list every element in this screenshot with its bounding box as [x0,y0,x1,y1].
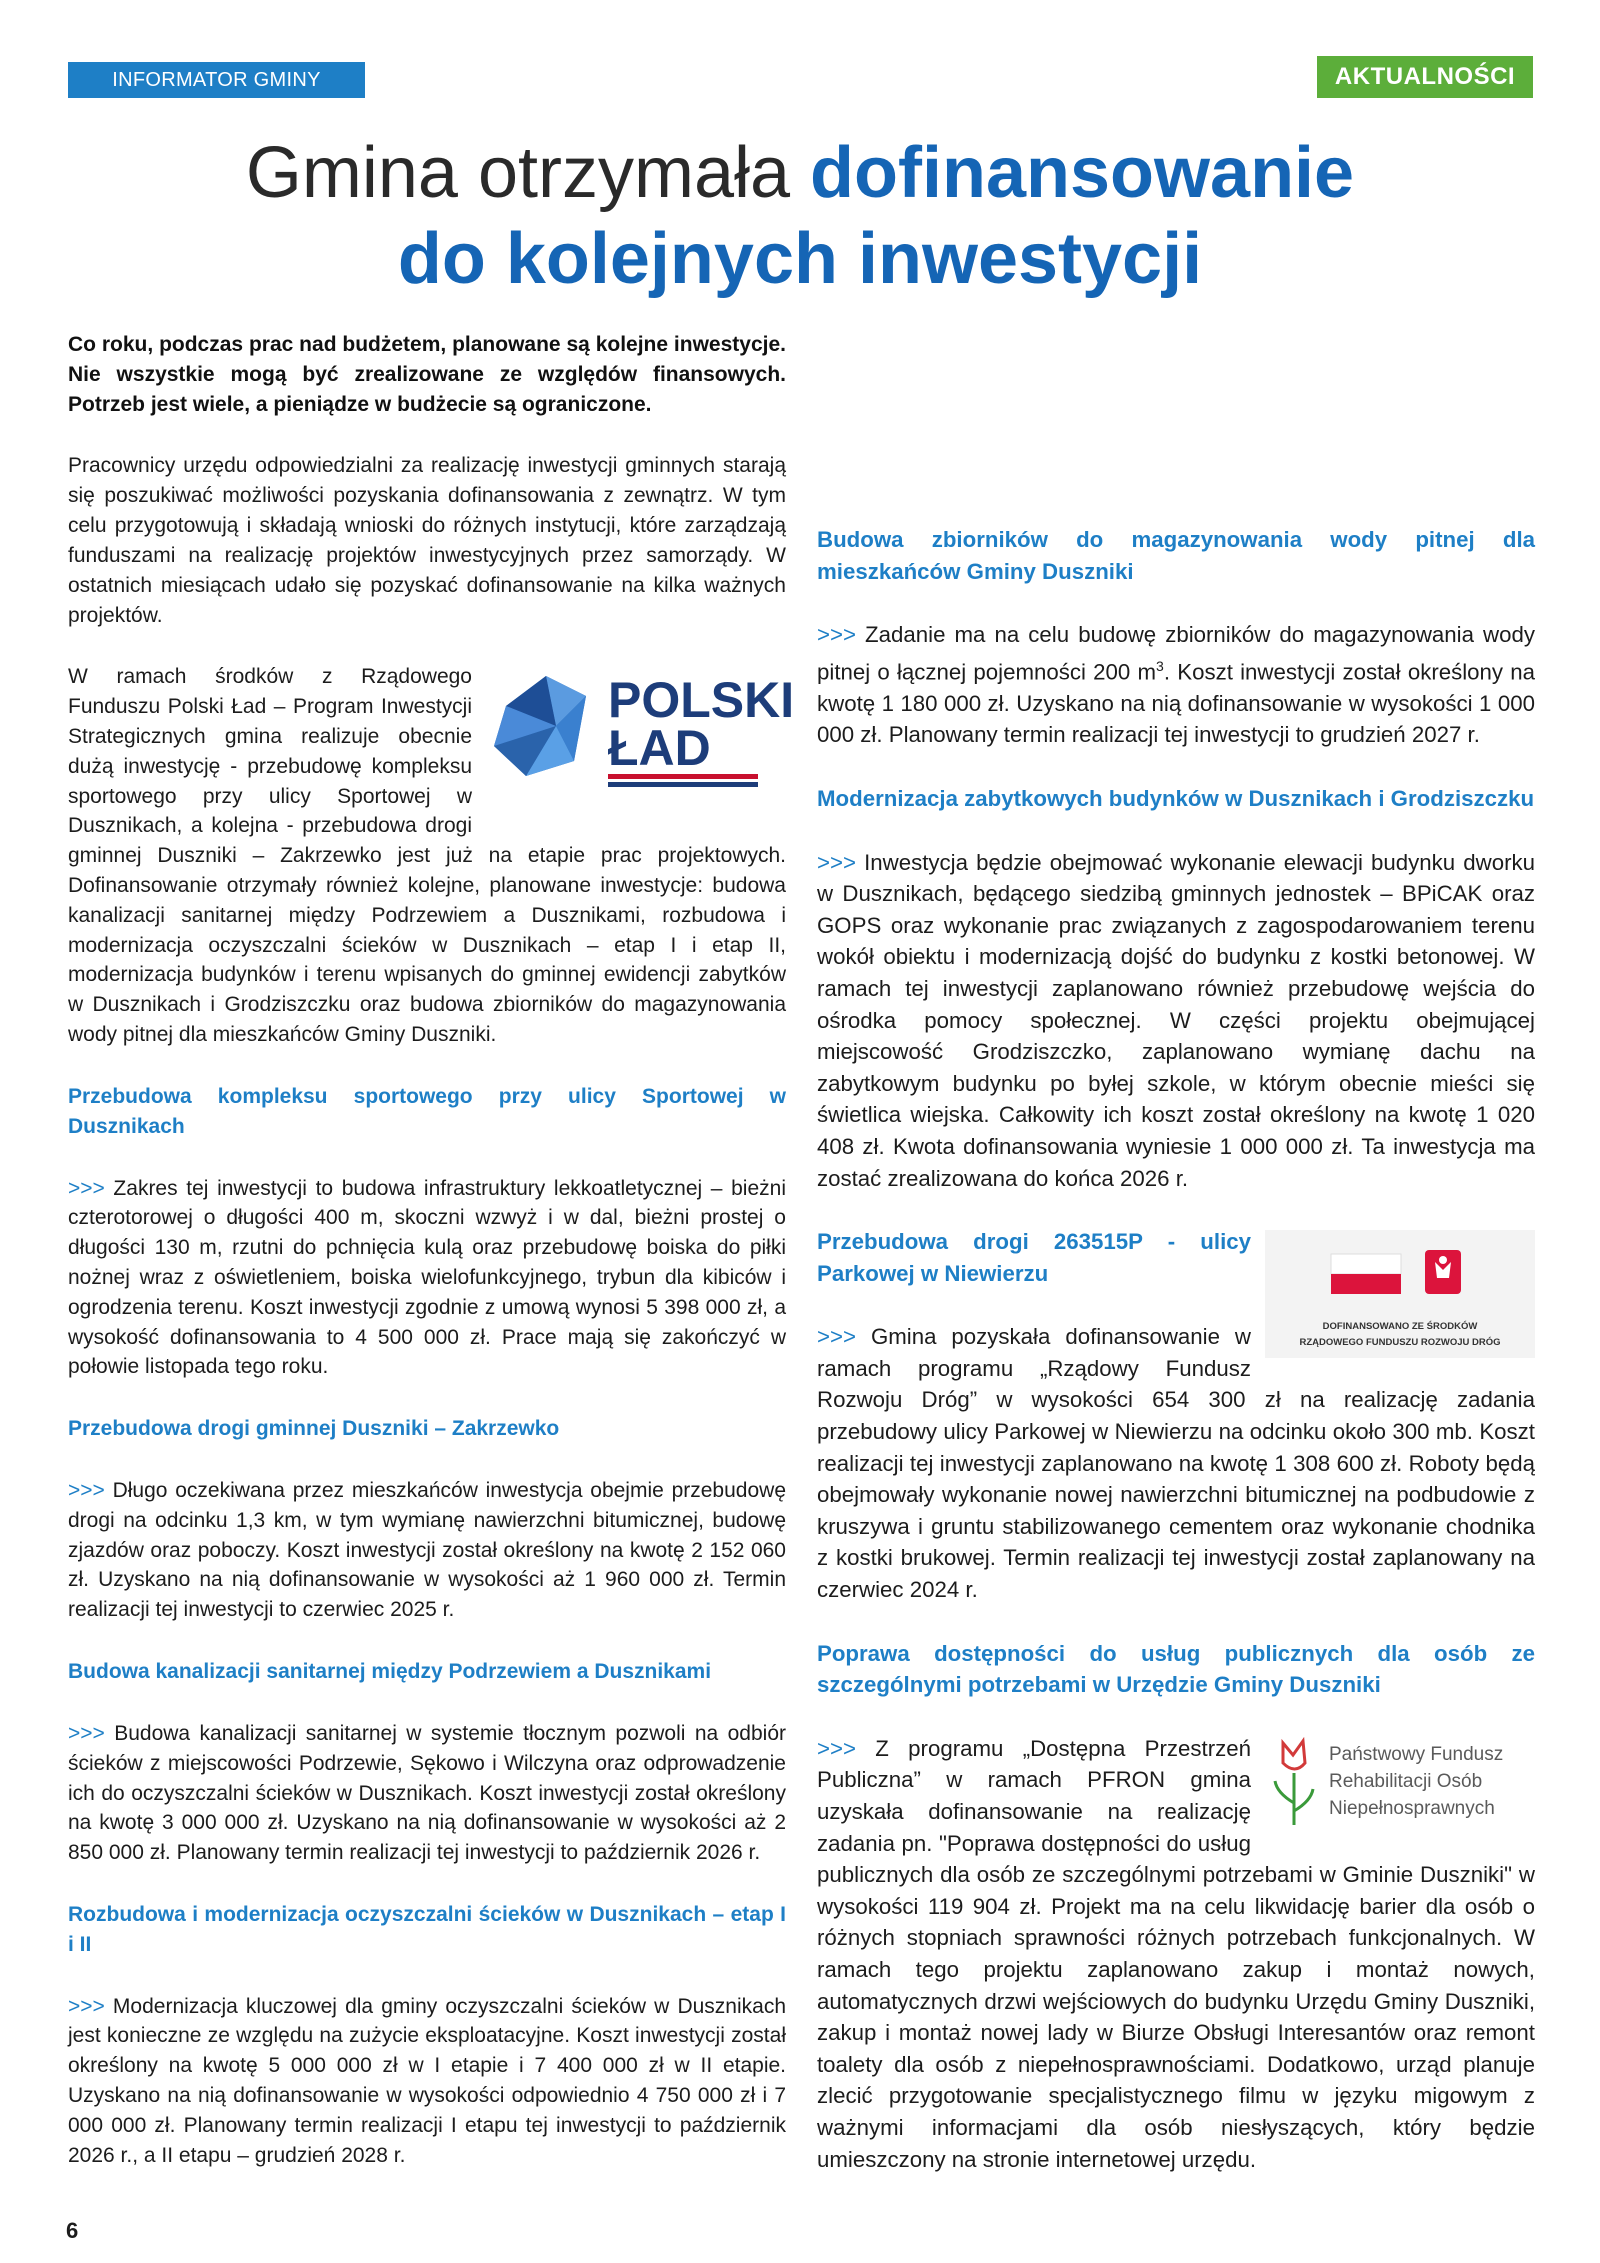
lead-paragraph: Co roku, podczas prac nad budżetem, planowane są kolejne inwestycje. Nie wszystkie mogą być zrealizowane ze względów finansowych. Potrzeb jest wiele, a pieniądze w budżecie są ograniczone. [68,333,786,416]
publication-tag: INFORMATOR GMINY DUSZNIKI [68,62,365,98]
arrows-icon: >>> [68,1176,105,1200]
section-title-treatment: Rozbudowa i modernizacja oczyszczalni ścieków w Dusznikach – etap I i II [68,1902,786,1956]
arrows-icon: >>> [68,1479,105,1502]
page-number: 6 [66,2218,79,2243]
section-body-tanks: >>> Zadanie ma na celu budowę zbiorników do magazynowania wody pitnej o łącznej pojemności 200 $m^3$. Koszt inwestycji został określony na kwotę 1 180 000 zł. Uzyskano na nią dofinansowanie w wysokości 1 000 000 zł. Planowany termin realizacji tej inwestycji to grudzień 2027 r. [817,622,1535,748]
polish-flag-emblem-icon [1265,1230,1535,1320]
section-title-sewer: Budowa kanalizacji sanitarnej między Podrzewiem a Dusznikami [68,1660,712,1684]
arrows-icon: >>> [817,849,856,875]
polski-lad-text: W ramach środków z Rządowego Funduszu Polski Ład – Program Inwestycji Strategicznych gmina realizuje obecnie dużą inwestycję - przebudowę kompleksu sportowego przy ulicy Sportowej w Dusznikach, a kolejna - przebudowa drogi gminnej Duszniki – Zakrzewko jest już na etapie prac projektowych. Dofinansowanie otrzymały również kolejne, planowane inwestycje: budowa kanalizacji sanitarnej między Podrzewiem a Dusznikami, rozbudowa i modernizacja oczyszczalni ścieków w Dusznikach – etap I i etap II, modernizacja budynków i terenu wpisanych do gminnej ewidencji zabytków w Dusznikach i Grodziszczku oraz budowa zbiorników do magazynowania wody pitnej dla mieszkańców Gminy Duszniki. [68,665,786,1047]
section-tag: AKTUALNOŚCI [1317,56,1533,98]
polski-lad-paragraph-wrap [68,662,795,1050]
section-title-road: Przebudowa drogi gminnej Duszniki – Zakrzewko [68,1417,560,1441]
section-body-sport: >>> Zakres tej inwestycji to budowa infrastruktury lekkoatletycznej – bieżni czterotorowej o długości 400 m, skoczni wzwyż i w dal, bieżni prostej o długości 130 m, rzutni do pchnięcia kulą oraz przebudowę boiska do piłki nożnej wraz z oświetleniem, boiska wielofunkcyjnego, trybun dla kibiców i ogrodzenia terenu. Koszt inwestycji zgodnie z umową wynosi 5 398 000 zł, a wysokość dofinansowania to 4 500 000 zł. Prace mają się zakończyć w połowie listopada tego roku. [68,1176,786,1379]
intro-paragraph: Pracownicy urzędu odpowiedzialni za realizację inwestycji gminnych starają się poszukiwać możliwości pozyskania dofinansowania z zewnątrz. W tym celu przygotowują i składają wnioski do różnych instytucji, które zarządzają funduszami na realizację projektów inwestycyjnych przez samorządy. W ostatnich miesiącach udało się pozyskać dofinansowanie na kilka ważnych projektów. [68,454,786,627]
section-body-heritage: >>> Inwestycja będzie obejmować wykonanie elewacji budynku dworku w Dusznikach, będącego siedzibą gminnych jednostek – BPiCAK oraz GOPS oraz wykonanie prac związanych z zagospodarowaniem terenu wokół obiektu i modernizacją dojść do budynku z kostki betonowej. W ramach tej inwestycji zaplanowano również przebudowę wejścia do ośrodka pomocy społecznej. W części projektu obejmującej miejscowość Grodziszczko, zaplanowano wymianę dachu na zabytkowym budynku po byłej szkole, w którym obecnie mieści się świetlica wiejska. Całkowity ich koszt został określony na kwotę 1 020 408 zł. Kwota dofinansowania wyniesie 1 000 000 zł. Ta inwestycja ma zostać zrealizowana do końca 2026 r. [817,849,1535,1191]
section-title-access: Poprawa dostępności do usług publicznych dla osób ze szczególnymi potrzebami w Urzędzie Gminy Duszniki [817,1640,1535,1698]
polski-lad-logo [486,666,795,826]
section-title-sport: Przebudowa kompleksu sportowego przy ulicy Sportowej w Dusznikach [68,1084,786,1138]
pfron-wordmark: Państwowy Fundusz Rehabilitacji Osób Niepełnosprawnych [1329,1743,1504,1819]
title-part-bold: dofinansowanie [810,133,1355,213]
title-part-light: Gmina otrzymała [245,133,811,213]
section-title-tanks: Budowa zbiorników do magazynowania wody pitnej dla mieszkańców Gminy Duszniki [817,527,1535,584]
section-body-sewer: >>> Budowa kanalizacji sanitarnej w systemie tłocznym pozwoli na odbiór ścieków z miejscowości Podrzewie, Sękowo i Wilczyna oraz odprowadzenie ich do oczyszczalni ścieków w Dusznikach. Koszt inwestycji został określony na kwotę 3 000 000 zł. Uzyskano na nią dofinansowanie w wysokości aż 2 850 000 zł. Planowany termin realizacji tej inwestycji to październik 2026 r. [68,1721,786,1865]
right-column [817,332,1535,2175]
access-block [817,1733,1535,2175]
rfrd-caption-1: DOFINANSOWANO ZE ŚRODKÓW [1322,1321,1478,1333]
pfron-logo [1265,1733,1535,1843]
article-title-line-1 [40,130,1560,216]
arrows-icon: >>> [68,1721,105,1745]
tulip-icon [1265,1733,1325,1833]
title-part-bold-2: do kolejnych inwestycji [397,219,1203,299]
rfrd-logo [1265,1230,1535,1358]
rfrd-caption-2: RZĄDOWEGO FUNDUSZU ROZWOJU DRÓG [1299,1337,1501,1349]
parkowa-block [817,1226,1535,1606]
section-title-parkowa: Przebudowa drogi 263515P - ulicy Parkowej w Niewierzu [817,1229,1251,1286]
arrows-icon: >>> [817,1735,856,1761]
section-body-parkowa: >>> Gmina pozyskała dofinansowanie w ramach programu „Rządowy Fundusz Rozwoju Dróg” w wysokości 654 300 zł na realizację zadania przebudowy ulicy Parkowej w Niewierzu na odcinku około 300 mb. Koszt realizacji tej inwestycji zaplanowano na kwotę 1 308 600 zł. Roboty będą obejmowały wykonanie nowej nawierzchni bitumicznej na podbudowie z kruszywa i gruntu stabilizowanego cementem oraz wykonanie chodnika z kostki brukowej. Termin realizacji tej inwestycji został zaplanowany na czerwiec 2024 r. [817,1324,1535,1603]
left-column [68,330,795,2170]
arrows-icon: >>> [68,1994,105,2018]
section-body-road: >>> Długo oczekiwana przez mieszkańców inwestycja obejmie przebudowę drogi na odcinku 1,3 km, w tym wymianę nawierzchni bitumicznej, budowę zjazdów oraz poboczy. Koszt inwestycji został określony na kwotę 2 152 060 zł. Uzyskano na nią dofinansowanie w wysokości aż 1 960 000 zł. Termin realizacji tej inwestycji to czerwiec 2025 r. [68,1479,786,1622]
article-title-line-2 [40,216,1560,302]
arrows-icon: >>> [817,622,856,648]
section-title-heritage: Modernizacja zabytkowych budynków w Dusznikach i Grodziszczku [817,785,1535,811]
section-body-treatment: >>> Modernizacja kluczowej dla gminy oczyszczalni ścieków w Dusznikach jest konieczne ze względu na zużycie eksploatacyjne. Koszt inwestycji został określony na kwotę 5 000 000 zł w I etapie i 7 400 000 zł w II etapie. Uzyskano na nią dofinansowanie w wysokości odpowiednio 4 750 000 zł i 7 000 000 zł. Planowany termin realizacji I etapu tej inwestycji to październik 2026 r., a II etapu – grudzień 2028 r. [68,1994,786,2167]
arrows-icon: >>> [817,1324,856,1350]
polski-lad-wordmark: POLSKI ŁAD [608,672,795,777]
section-body-access: >>> Z programu „Dostępna Przestrzeń Publiczna” w ramach PFRON gmina uzyskała dofinansowanie na realizację zadania pn. "Poprawa dostępności do usług publicznych dla osób ze szczególnymi potrzebami w Gminie Duszniki" w wysokości 119 904 zł. Projekt ma na celu likwidację barier dla osób o różnych stopniach sprawności różnych potrzebach funkcjonalnych. W ramach tego projektu zaplanowano zakup i montaż nowych, automatycznych drzwi wejściowych do budynku Urzędu Gminy Duszniki, zakup i montaż nowej lady w Biurze Obsługi Interesantów oraz remont toalety dla osób z niepełnosprawnościami. Dodatkowo, urząd planuje zlecić przygotowanie specjalistycznego filmu w języku migowym z ważnymi informacjami dla osób niesłyszących, który będzie umieszczony na stronie internetowej urzędu. [817,1735,1535,2172]
